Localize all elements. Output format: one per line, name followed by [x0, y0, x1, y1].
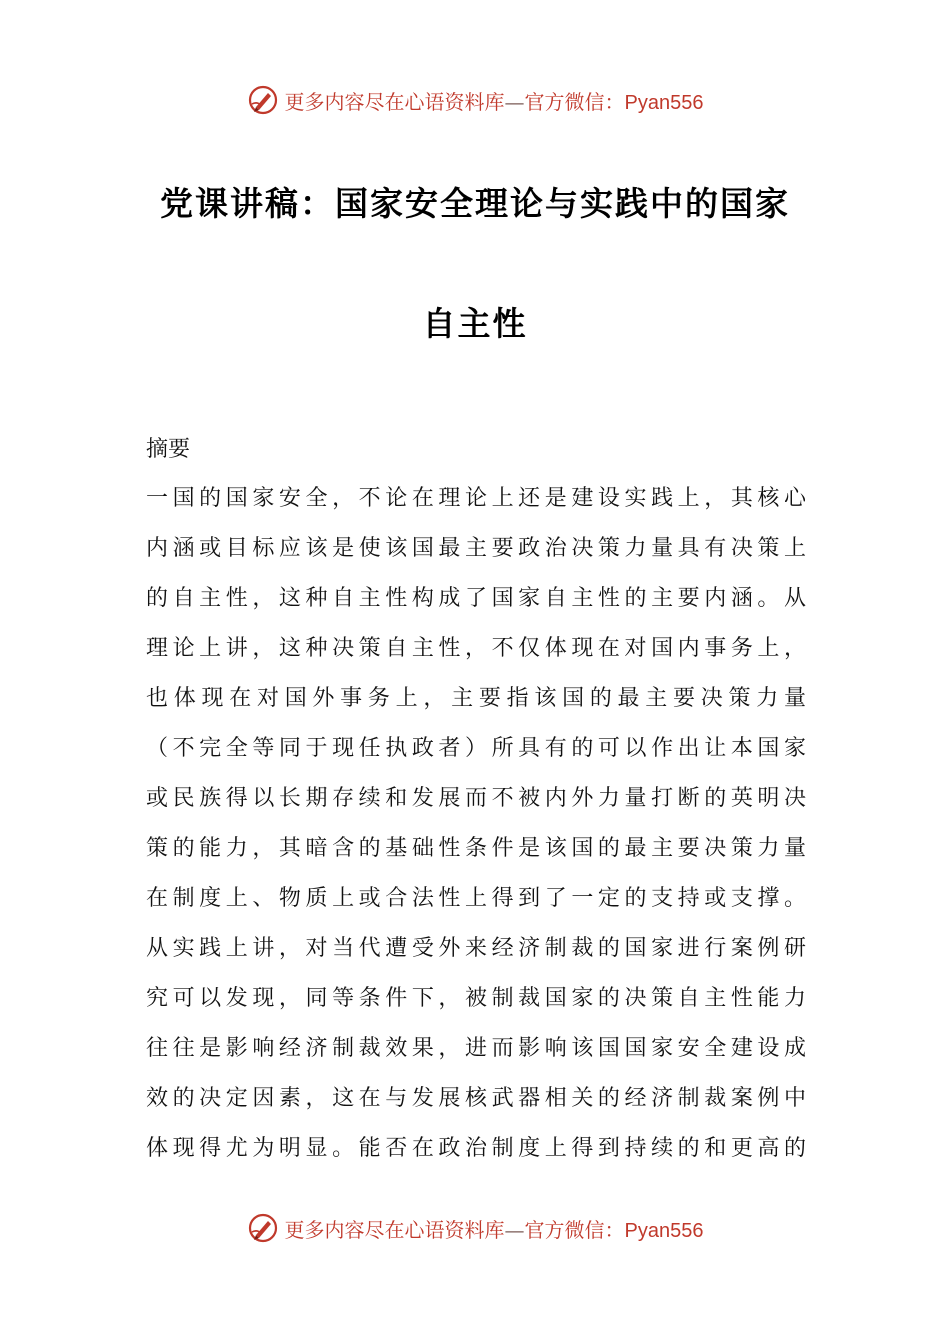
- pen-logo-icon: [247, 1212, 279, 1244]
- watermark-site-text: 更多内容尽在心语资料库: [284, 89, 505, 114]
- header-watermark: [0, 78, 950, 122]
- abstract-heading: 摘要: [146, 437, 191, 462]
- body-line: 究可以发现，同等条件下，被制裁国家的决策自主性能力: [146, 986, 806, 1011]
- watermark-text: [285, 86, 704, 115]
- body-line: 体现得尤为明显。能否在政治制度上得到持续的和更高的: [146, 1136, 806, 1161]
- document-title-line-1: 党课讲稿：国家安全理论与实践中的国家: [160, 184, 790, 223]
- body-line: 也体现在对国外事务上，主要指该国的最主要决策力量: [146, 686, 806, 711]
- pen-logo-icon: [247, 84, 279, 116]
- body-line: 理论上讲，这种决策自主性，不仅体现在对国内事务上，: [146, 636, 806, 661]
- body-line: （不完全等同于现任执政者）所具有的可以作出让本国家: [146, 736, 806, 761]
- abstract-body: [146, 482, 806, 1182]
- watermark-contact: Pyan556: [624, 91, 704, 114]
- document-title-line-2: 自主性: [422, 304, 528, 343]
- body-line: 从实践上讲，对当代遭受外来经济制裁的国家进行案例研: [146, 936, 806, 961]
- body-line: 或民族得以长期存续和发展而不被内外力量打断的英明决: [146, 786, 806, 811]
- body-line: 往往是影响经济制裁效果，进而影响该国国家安全建设成: [146, 1036, 806, 1061]
- watermark-text: [285, 1214, 704, 1243]
- body-line: 内涵或目标应该是使该国最主要政治决策力量具有决策上: [146, 536, 806, 561]
- body-line: 效的决定因素，这在与发展核武器相关的经济制裁案例中: [146, 1086, 806, 1111]
- watermark-site-text: 更多内容尽在心语资料库: [284, 1217, 505, 1242]
- body-line: 一国的国家安全，不论在理论上还是建设实践上，其核心: [146, 486, 806, 511]
- watermark-label: 官方微信：: [524, 1217, 625, 1242]
- watermark-contact: Pyan556: [624, 1219, 704, 1242]
- body-line: 的自主性，这种自主性构成了国家自主性的主要内涵。从: [146, 586, 806, 611]
- footer-watermark: [0, 1206, 950, 1250]
- watermark-label: 官方微信：: [524, 89, 625, 114]
- watermark-separator: —: [504, 89, 525, 114]
- body-line: 在制度上、物质上或合法性上得到了一定的支持或支撑。: [146, 886, 806, 911]
- watermark-separator: —: [504, 1217, 525, 1242]
- body-line: 策的能力，其暗含的基础性条件是该国的最主要决策力量: [146, 836, 806, 861]
